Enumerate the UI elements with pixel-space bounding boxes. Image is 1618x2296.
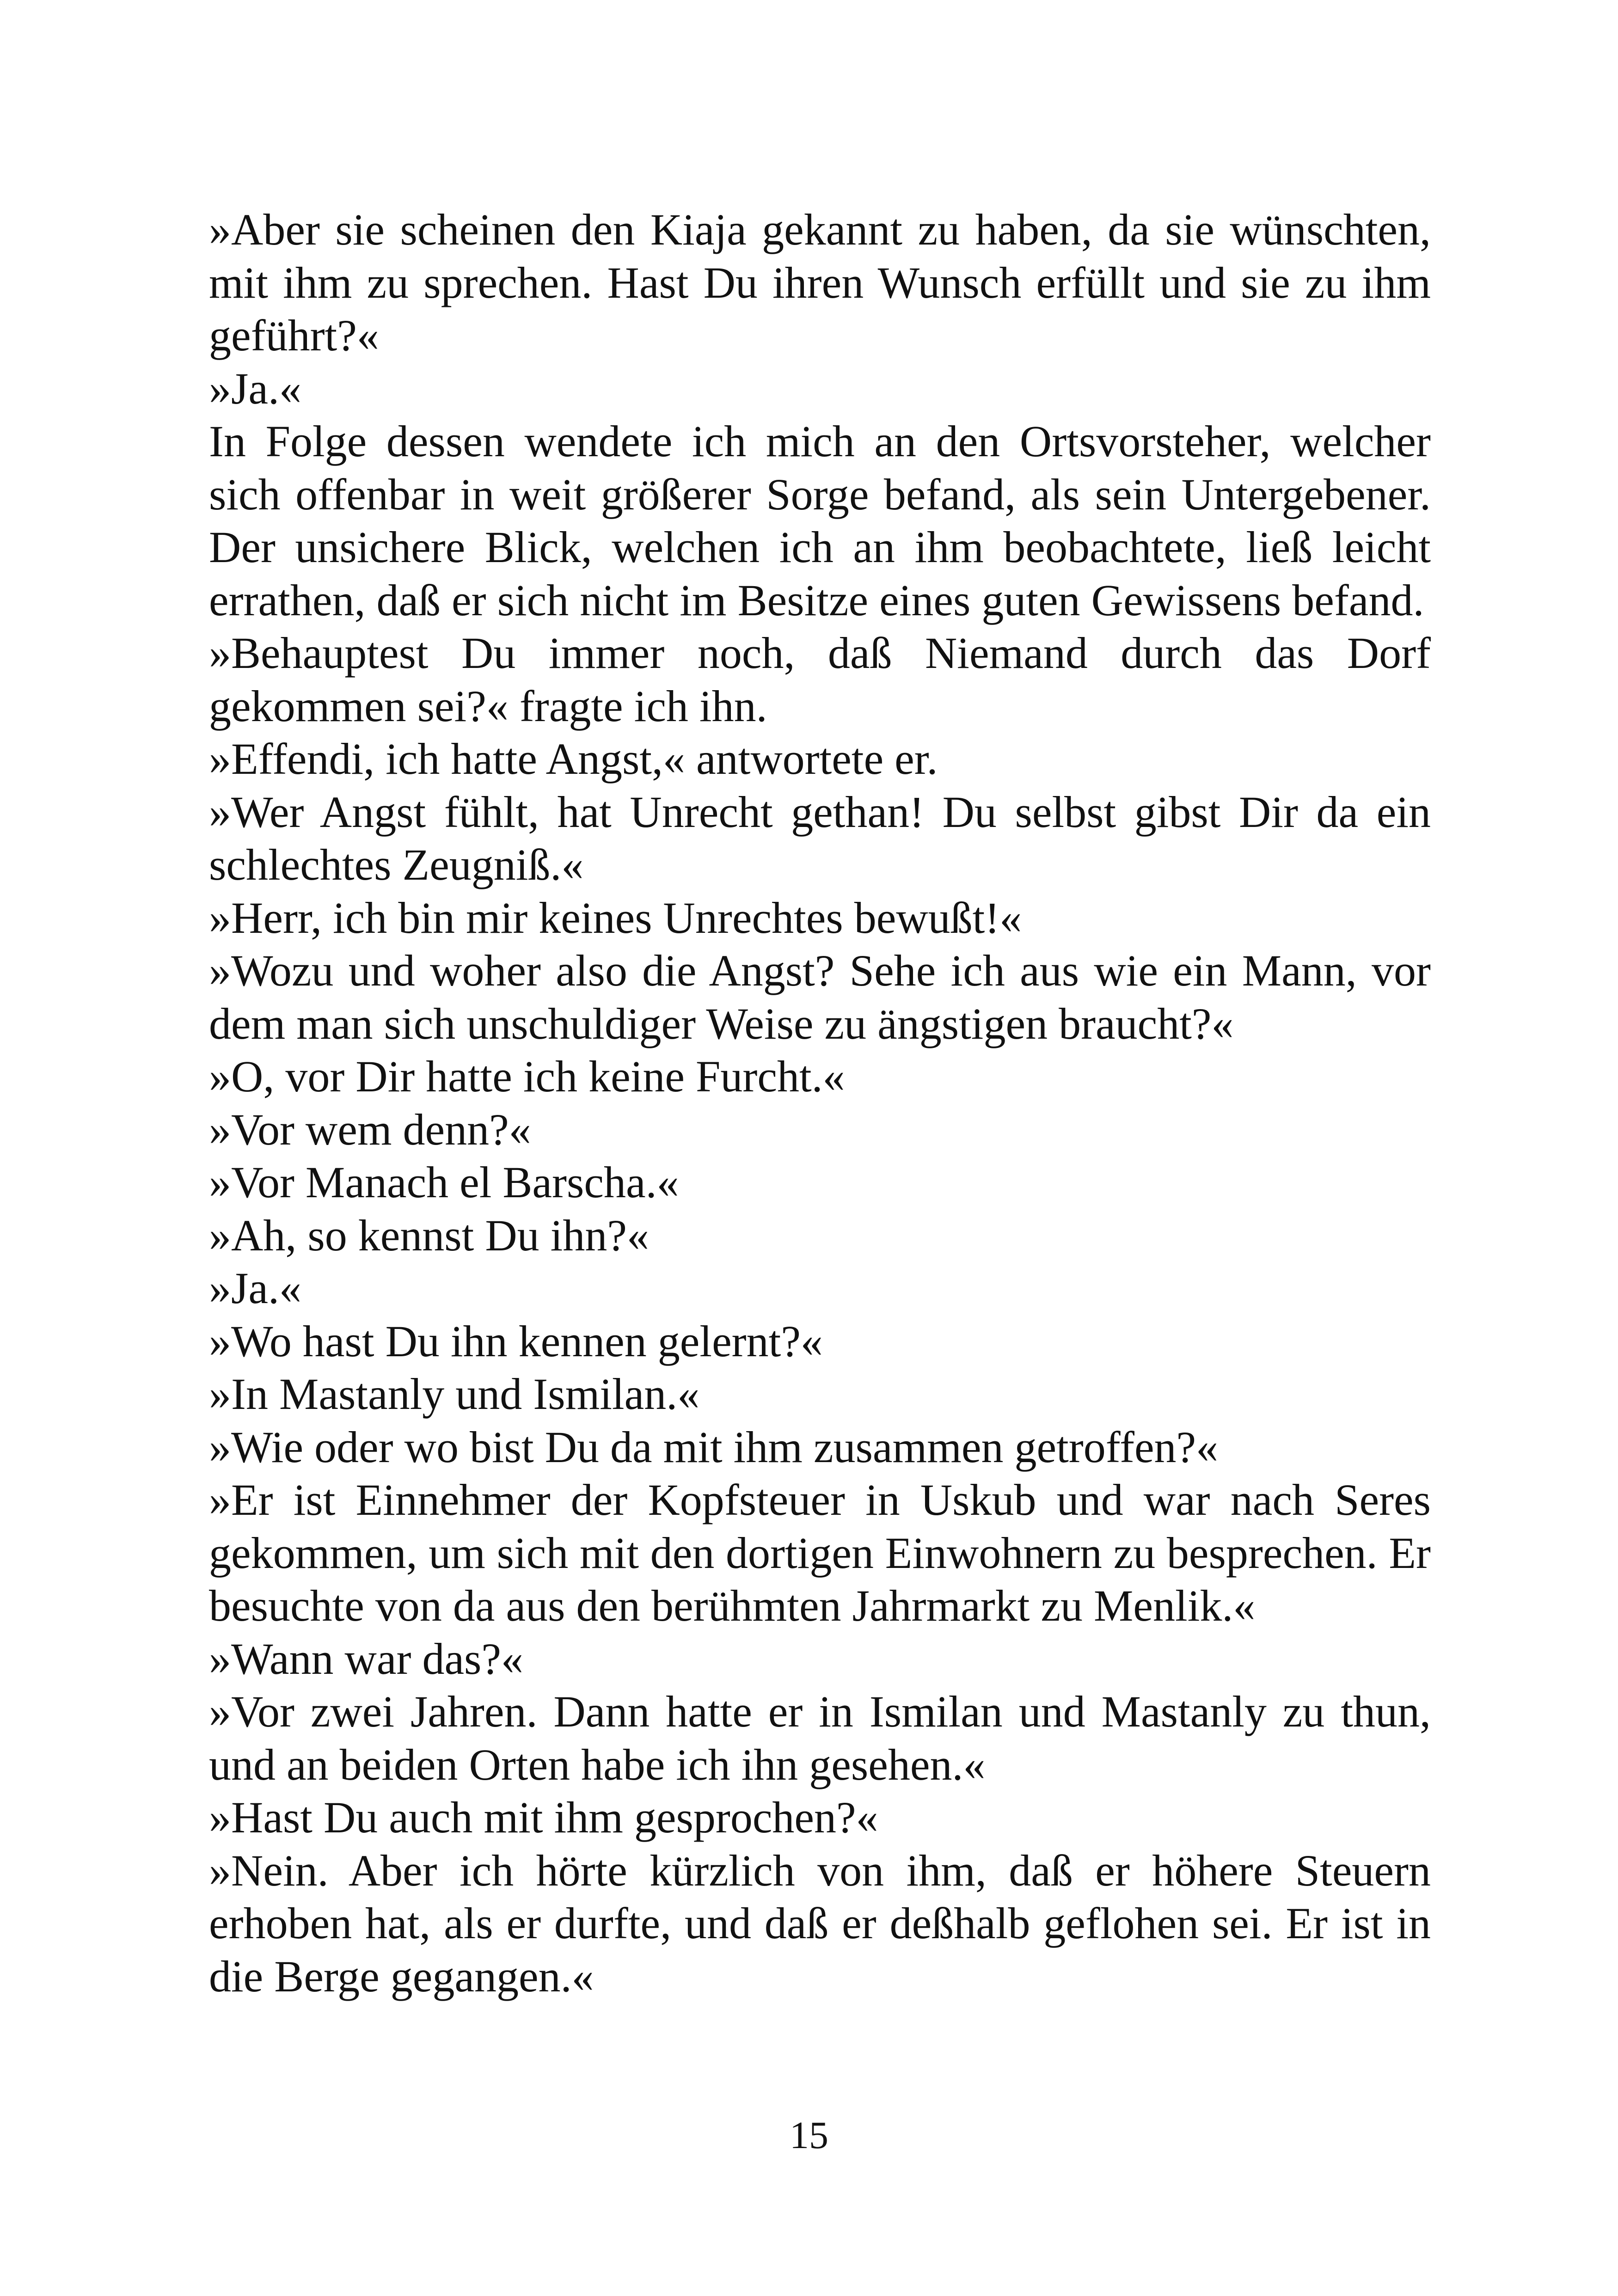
paragraph: »Ja.« bbox=[209, 1263, 301, 1313]
paragraph: »Er ist Einnehmer der Kopfsteuer in Uskub und war nach Seres gekommen, um sich mit den dortigen Einwohnern zu besprechen. Er besuchte von da aus den berühmten Jahrmarkt zu Menlik.« bbox=[209, 1475, 1431, 1630]
paragraph: »Behauptest Du immer noch, daß Niemand durch das Dorf gekommen sei?« fragte ich ihn. bbox=[209, 628, 1431, 731]
paragraph: »Vor wem denn?« bbox=[209, 1104, 531, 1154]
page-number: 15 bbox=[790, 2114, 828, 2157]
paragraph: »Ja.« bbox=[209, 363, 301, 413]
paragraph: »Vor zwei Jahren. Dann hatte er in Ismilan und Mastanly zu thun, und an beiden Orten habe ich ihn gesehen.« bbox=[209, 1687, 1431, 1789]
paragraph: »Vor Manach el Barscha.« bbox=[209, 1157, 679, 1207]
paragraph: »Effendi, ich hatte Angst,« antwortete er. bbox=[209, 734, 938, 784]
paragraph: »Nein. Aber ich hörte kürzlich von ihm, daß er höhere Steuern erhoben hat, als er durfte, und daß er deßhalb geflohen sei. Er ist in die Berge gegangen.« bbox=[209, 1845, 1431, 2001]
paragraph: In Folge dessen wendete ich mich an den Ortsvorsteher, welcher sich offenbar in weit größerer Sorge befand, als sein Untergebener. Der unsichere Blick, welchen ich an ihm beobachtete, ließ leicht errathen, daß er sich nicht im Besitze eines guten Gewissens befand. bbox=[209, 416, 1431, 625]
paragraph: »Herr, ich bin mir keines Unrechtes bewußt!« bbox=[209, 893, 1022, 943]
paragraph: »Wo hast Du ihn kennen gelernt?« bbox=[209, 1316, 823, 1366]
paragraph: »O, vor Dir hatte ich keine Furcht.« bbox=[209, 1052, 845, 1101]
paragraph: »Aber sie scheinen den Kiaja gekannt zu haben, da sie wünschten, mit ihm zu sprechen. Hast Du ihren Wunsch erfüllt und sie zu ihm geführt?« bbox=[209, 205, 1431, 360]
paragraph: »Wann war das?« bbox=[209, 1634, 524, 1684]
paragraph: »Wie oder wo bist Du da mit ihm zusammen getroffen?« bbox=[209, 1422, 1219, 1472]
paragraph: »Wer Angst fühlt, hat Unrecht gethan! Du selbst gibst Dir da ein schlechtes Zeugniß.« bbox=[209, 787, 1431, 889]
paragraph: »Wozu und woher also die Angst? Sehe ich aus wie ein Mann, vor dem man sich unschuldiger Weise zu ängstigen braucht?« bbox=[209, 946, 1431, 1048]
paragraph: »In Mastanly und Ismilan.« bbox=[209, 1369, 700, 1419]
paragraph: »Ah, so kennst Du ihn?« bbox=[209, 1210, 649, 1260]
body-text bbox=[209, 203, 1431, 2003]
paragraph: »Hast Du auch mit ihm gesprochen?« bbox=[209, 1793, 878, 1842]
